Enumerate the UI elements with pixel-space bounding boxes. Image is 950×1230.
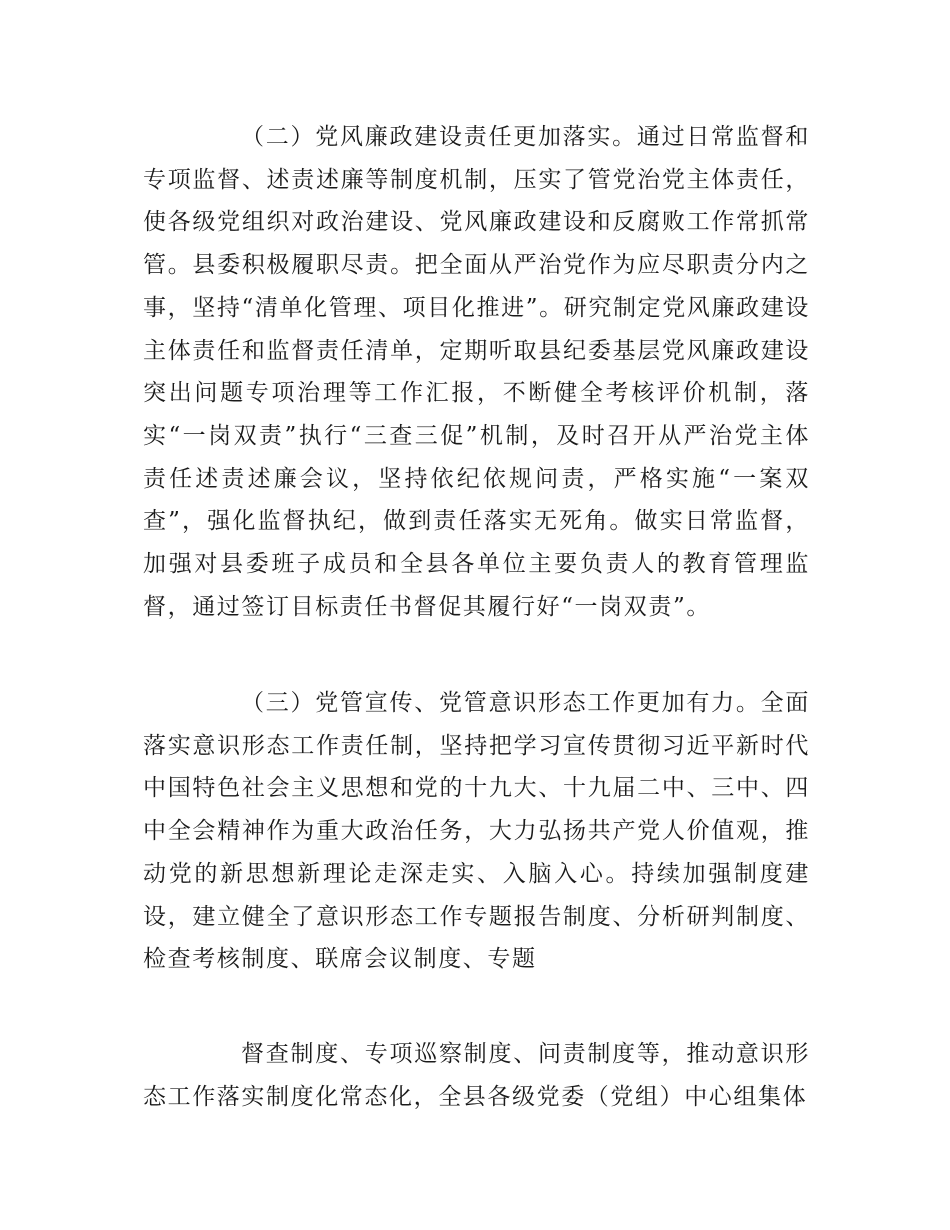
paragraph-section-two: （二）党风廉政建设责任更加落实。通过日常监督和专项监督、述责述廉等制度机制，压实了管党治党主体责任，使各级党组织对政治建设、党风廉政建设和反腐败工作常抓常管。县委积极履职尽责。把全面从严治党作为应尽职责分内之事，坚持“清单化管理、项目化推进”。研究制定党风廉政建设主体责任和监督责任清单，定期听取县纪委基层党风廉政建设突出问题专项治理等工作汇报，不断健全考核评价机制，落实“一岗双责”执行“三查三促”机制，及时召开从严治党主体责任述责述廉会议，坚持依纪依规问责，严格实施“一案双查”，强化监督执纪，做到责任落实无死角。做实日常监督，加强对县委班子成员和全县各单位主要负责人的教育管理监督，通过签订目标责任书督促其履行好“一岗双责”。 (143, 124, 810, 620)
paragraph-continuation: 督查制度、专项巡察制度、问责制度等，推动意识形态工作落实制度化常态化，全县各级党委（党组）中心组集体 (143, 1041, 810, 1110)
paragraph-section-three: （三）党管宣传、党管意识形态工作更加有力。全面落实意识形态工作责任制，坚持把学习宣传贯彻习近平新时代中国特色社会主义思想和党的十九大、十九届二中、三中、四中全会精神作为重大政治任务，大力弘扬共产党人价值观，推动党的新思想新理论走深走实、入脑入心。持续加强制度建设，建立健全了意识形态工作专题报告制度、分析研判制度、检查考核制度、联席会议制度、专题 (143, 690, 810, 973)
